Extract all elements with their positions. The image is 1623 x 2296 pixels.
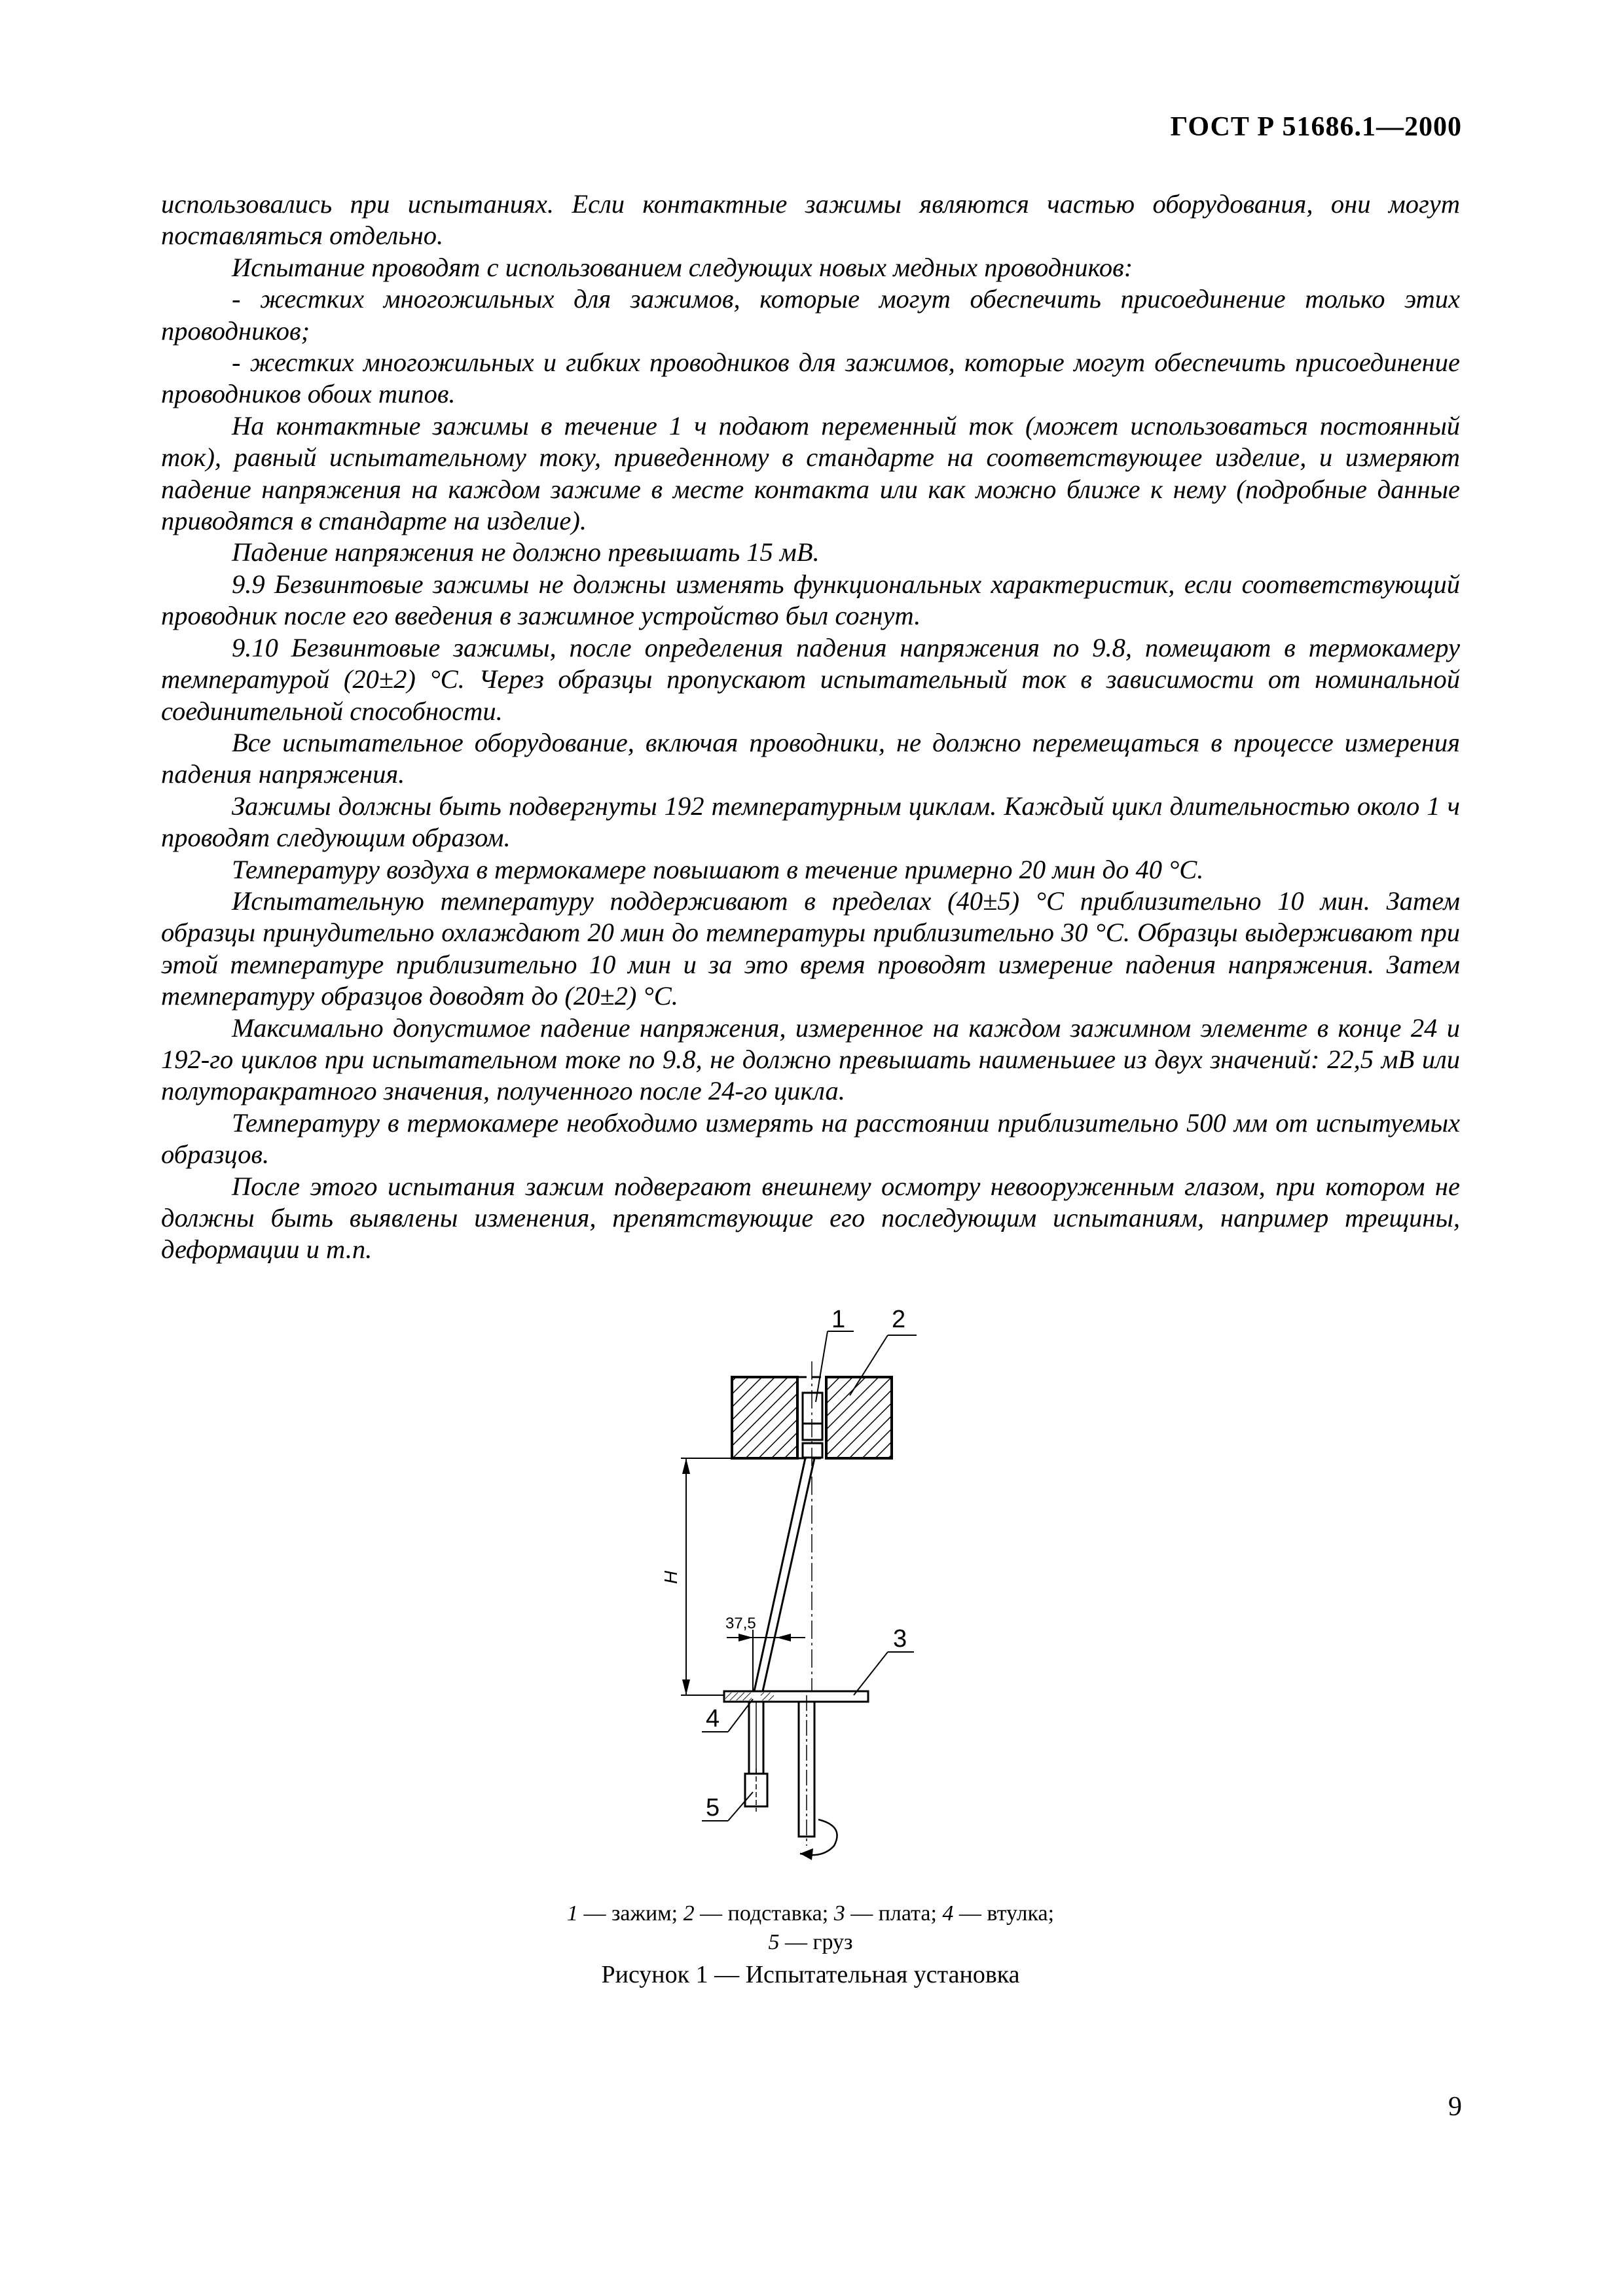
dimension-offset-label: 37,5 [725, 1615, 756, 1632]
paragraph: использовались при испытаниях. Если контактные зажимы являются частью оборудования, они могут поставляться отдельно. [161, 189, 1460, 251]
paragraph: Падение напряжения не должно превышать 15 мВ. [232, 537, 820, 567]
label-4: 4 [706, 1705, 720, 1732]
stand-right-block [826, 1377, 892, 1458]
legend-number: 2 [683, 1901, 695, 1926]
plate [724, 1691, 868, 1702]
paragraph: На контактные зажимы в течение 1 ч подают переменный ток (может использоваться постоянный ток), равный испытательному току, приведенному в стандарте на соответствующее изделие, и измеряют падение напряжения на каждом зажиме в месте контакта или как можно ближе к нему (подробные данные приводятся в стандарте на изделие). [161, 410, 1460, 536]
paragraph: Максимально допустимое падение напряжения, измеренное на каждом зажимном элементе в конце 24 и 192-го циклов при испытательном токе по 9.8, не должно превышать наименьшее из двух значений: 22,5 мВ или полуторакратного значения, полученного после 24-го цикла. [161, 1013, 1460, 1106]
legend-number: 5 [768, 1930, 780, 1954]
paragraph: - жестких многожильных для зажимов, которые могут обеспечить присоединение только этих проводников; [161, 284, 1460, 346]
conductor [752, 1458, 814, 1703]
weight [745, 1768, 767, 1812]
paragraph: Температуру воздуха в термокамере повышают в течение примерно 20 мин до 40 °С. [232, 854, 1204, 884]
legend-text: — подставка; [694, 1901, 834, 1926]
figure-test-setup [629, 1302, 930, 1892]
stand-left-block [732, 1377, 797, 1458]
paragraph: Зажимы должны быть подвергнуты 192 температурным циклам. Каждый цикл длительностью около 1 ч проводят следующим образом. [161, 791, 1460, 853]
legend-number: 4 [942, 1901, 954, 1926]
clamp [797, 1377, 826, 1458]
label-5: 5 [706, 1794, 720, 1821]
dimension-h [661, 1458, 797, 1695]
label-3: 3 [893, 1625, 907, 1653]
paragraph: - жестких многожильных и гибких проводников для зажимов, которые могут обеспечить присоединение проводников обоих типов. [161, 348, 1460, 409]
paragraph: Испытание проводят с использованием следующих новых медных проводников: [232, 252, 1133, 282]
label-1: 1 [831, 1306, 846, 1333]
paragraph: Температуру в термокамере необходимо измерять на расстоянии приблизительно 500 мм от испытуемых образцов. [161, 1107, 1460, 1170]
paragraph: 9.10 Безвинтовые зажимы, после определения падения напряжения по 9.8, помещают в термокамеру температурой (20±2) °С. Через образцы пропускают испытательный ток в зависимости от номинальной соединительной способности. [161, 632, 1460, 726]
figure-legend-line-2 [161, 1929, 1460, 1956]
page-number: 9 [1448, 2092, 1462, 2122]
rotation-shaft [799, 1695, 837, 1860]
paragraph: После этого испытания зажим подвергают внешнему осмотру невооруженным глазом, при котором не должны быть выявлены изменения, препятствующие его последующим испытаниям, например трещины, деформации и т.п. [161, 1171, 1460, 1265]
legend-number: 3 [833, 1901, 845, 1926]
legend-text: — зажим; [577, 1901, 684, 1926]
body-text [161, 188, 1460, 1266]
paragraph: 9.9 Безвинтовые зажимы не должны изменять функциональных характеристик, если соответствующий проводник после его введения в зажимное устройство был согнут. [161, 569, 1460, 631]
dimension-h-label: H [661, 1570, 681, 1585]
document-header: ГОСТ Р 51686.1—2000 [1170, 112, 1462, 142]
paragraph: Испытательную температуру поддерживают в пределах (40±5) °С приблизительно 10 мин. Затем образцы принудительно охлаждают 20 мин до температуры приблизительно 30 °С. Образцы выдерживают при этой температуре приблизительно 10 мин и за это время проводят измерение падения напряжения. Затем температуру образцов доводят до (20±2) °С. [161, 886, 1460, 1011]
legend-text: — плата; [845, 1901, 943, 1926]
bushing [749, 1702, 763, 1774]
leader-3 [854, 1625, 914, 1695]
figure-caption: Рисунок 1 — Испытательная установка [601, 1961, 1020, 1988]
legend-number: 1 [566, 1901, 578, 1926]
legend-text: — втулка; [953, 1901, 1055, 1926]
legend-text: — груз [779, 1930, 853, 1954]
label-2: 2 [892, 1306, 906, 1333]
test-setup-diagram [629, 1302, 930, 1892]
leader-4 [702, 1699, 753, 1732]
figure-legend-line-1 [161, 1900, 1460, 1928]
paragraph: Все испытательное оборудование, включая проводники, не должно перемещаться в процессе измерения падения напряжения. [161, 727, 1460, 789]
